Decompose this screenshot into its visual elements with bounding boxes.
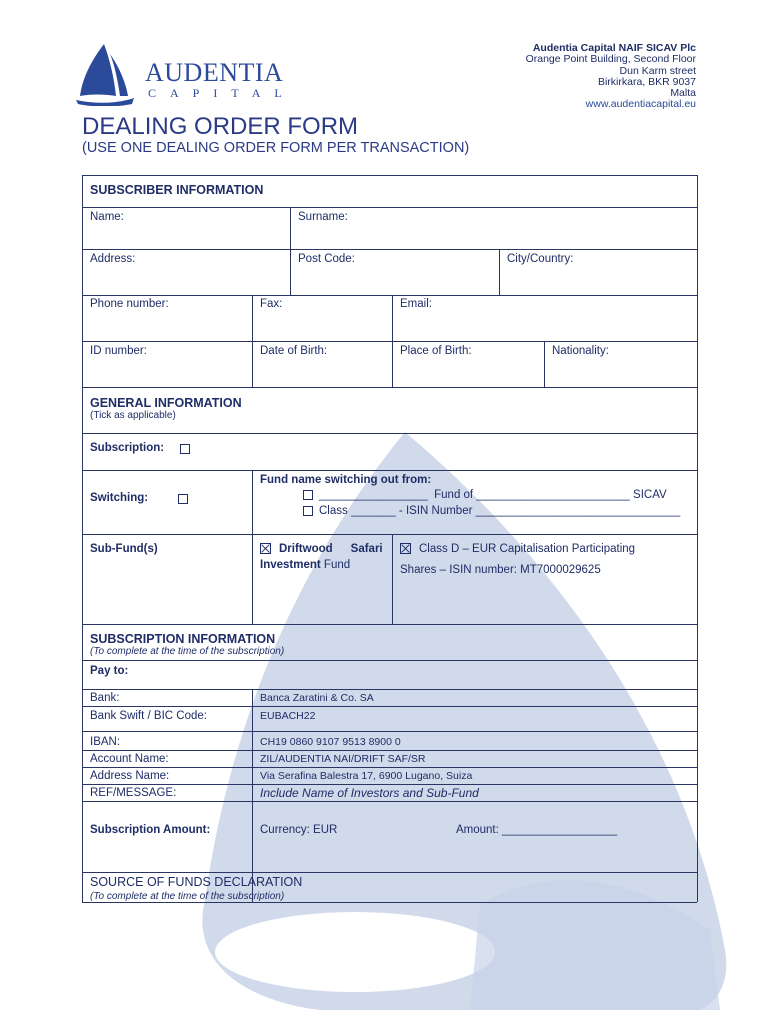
subfund-name: Investment <box>260 559 321 571</box>
share-class-checked-checkbox[interactable] <box>400 543 411 554</box>
subfund-option-line2 <box>260 559 350 571</box>
name-field[interactable]: Name: <box>90 211 124 223</box>
subscription-checkbox[interactable] <box>180 444 190 454</box>
ref-message-value: Include Name of Investors and Sub-Fund <box>260 786 479 800</box>
switch-class-checkbox[interactable] <box>303 506 313 516</box>
switching-checkbox[interactable] <box>178 494 188 504</box>
iban-value: CH19 0860 9107 9513 8900 0 <box>260 736 401 748</box>
subfund-label: Sub-Fund(s) <box>90 543 158 555</box>
sicav-name-field[interactable]: ________________________ SICAV <box>476 489 667 501</box>
subscription-label: Subscription: <box>90 442 165 454</box>
pay-to-label: Pay to: <box>90 665 129 677</box>
address-line: Orange Point Building, Second Floor <box>525 53 696 66</box>
company-name: Audentia Capital NAIF SICAV Plc <box>532 42 696 54</box>
switch-fund-line <box>303 489 667 501</box>
subscription-section-heading: SUBSCRIPTION INFORMATION <box>90 632 276 646</box>
isin-number-field[interactable]: ________________________________ <box>475 505 681 517</box>
fax-field[interactable]: Fax: <box>260 298 283 310</box>
page-title: DEALING ORDER FORM <box>82 113 359 140</box>
address-name-label: Address Name: <box>90 770 170 782</box>
address-line: Malta <box>670 87 696 100</box>
share-class-option[interactable] <box>400 543 635 555</box>
amount-field[interactable]: Amount: __________________ <box>456 824 618 836</box>
subfund-checked-checkbox[interactable] <box>260 543 271 554</box>
company-address-block <box>526 43 696 111</box>
bank-value: Banca Zaratini & Co. SA <box>260 692 374 704</box>
source-of-funds-heading: SOURCE OF FUNDS DECLARATION <box>90 875 303 889</box>
switch-from-label: Fund name switching out from: <box>260 474 432 486</box>
switching-label: Switching: <box>90 492 149 504</box>
address-name-value: Via Serafina Balestra 17, 6900 Lugano, Suiza <box>260 770 473 782</box>
date-of-birth-field[interactable]: Date of Birth: <box>260 345 328 357</box>
general-section-note: (Tick as applicable) <box>90 410 176 421</box>
class-label: Class <box>319 505 348 517</box>
bank-label: Bank: <box>90 692 120 704</box>
address-field[interactable]: Address: <box>90 253 136 265</box>
subfund-name: Safari <box>350 543 383 555</box>
website-link[interactable]: www.audentiacapital.eu <box>585 98 696 111</box>
surname-field[interactable]: Surname: <box>298 211 348 223</box>
account-name-label: Account Name: <box>90 753 169 765</box>
subscription-amount-label: Subscription Amount: <box>90 824 211 836</box>
ref-message-label: REF/MESSAGE: <box>90 787 177 799</box>
subfund-option[interactable] <box>260 543 383 555</box>
subscriber-section-heading: SUBSCRIBER INFORMATION <box>90 183 264 197</box>
currency-label: Currency: EUR <box>260 824 338 836</box>
switch-class-line <box>303 505 680 517</box>
switch-fund-checkbox[interactable] <box>303 490 313 500</box>
share-class-isin: Shares – ISIN number: MT7000029625 <box>400 564 601 576</box>
switch-fund-name-field[interactable]: _________________ <box>319 489 428 501</box>
swift-value: EUBACH22 <box>260 710 316 722</box>
source-of-funds-note: (To complete at the time of the subscription) <box>90 891 285 902</box>
id-number-field[interactable]: ID number: <box>90 345 147 357</box>
subscription-section-note: (To complete at the time of the subscription) <box>90 646 285 657</box>
nationality-field[interactable]: Nationality: <box>552 345 609 357</box>
isin-number-label[interactable]: _______ - ISIN Number <box>350 505 473 517</box>
address-line: Dun Karm street <box>619 64 696 77</box>
subfund-name: Fund <box>323 559 351 571</box>
postcode-field[interactable]: Post Code: <box>298 253 355 265</box>
page-subtitle: (USE ONE DEALING ORDER FORM PER TRANSACTION) <box>82 140 470 156</box>
general-section-heading: GENERAL INFORMATION <box>90 396 242 410</box>
address-line: Birkirkara, BKR 9037 <box>597 75 696 88</box>
subfund-name: Driftwood <box>279 543 333 555</box>
iban-label: IBAN: <box>90 736 121 748</box>
swift-label: Bank Swift / BIC Code: <box>90 710 207 722</box>
fund-of-label: Fund of <box>434 489 474 501</box>
share-class-text: Class D – EUR Capitalisation Participating <box>419 543 636 555</box>
email-field[interactable]: Email: <box>400 298 432 310</box>
city-country-field[interactable]: City/Country: <box>507 253 574 265</box>
logo-wordmark: AUDENTIA <box>145 58 284 87</box>
account-name-value: ZIL/AUDENTIA NAI/DRIFT SAF/SR <box>260 753 426 765</box>
place-of-birth-field[interactable]: Place of Birth: <box>400 345 472 357</box>
logo-subtitle: CAPITAL <box>148 86 296 100</box>
phone-field[interactable]: Phone number: <box>90 298 169 310</box>
